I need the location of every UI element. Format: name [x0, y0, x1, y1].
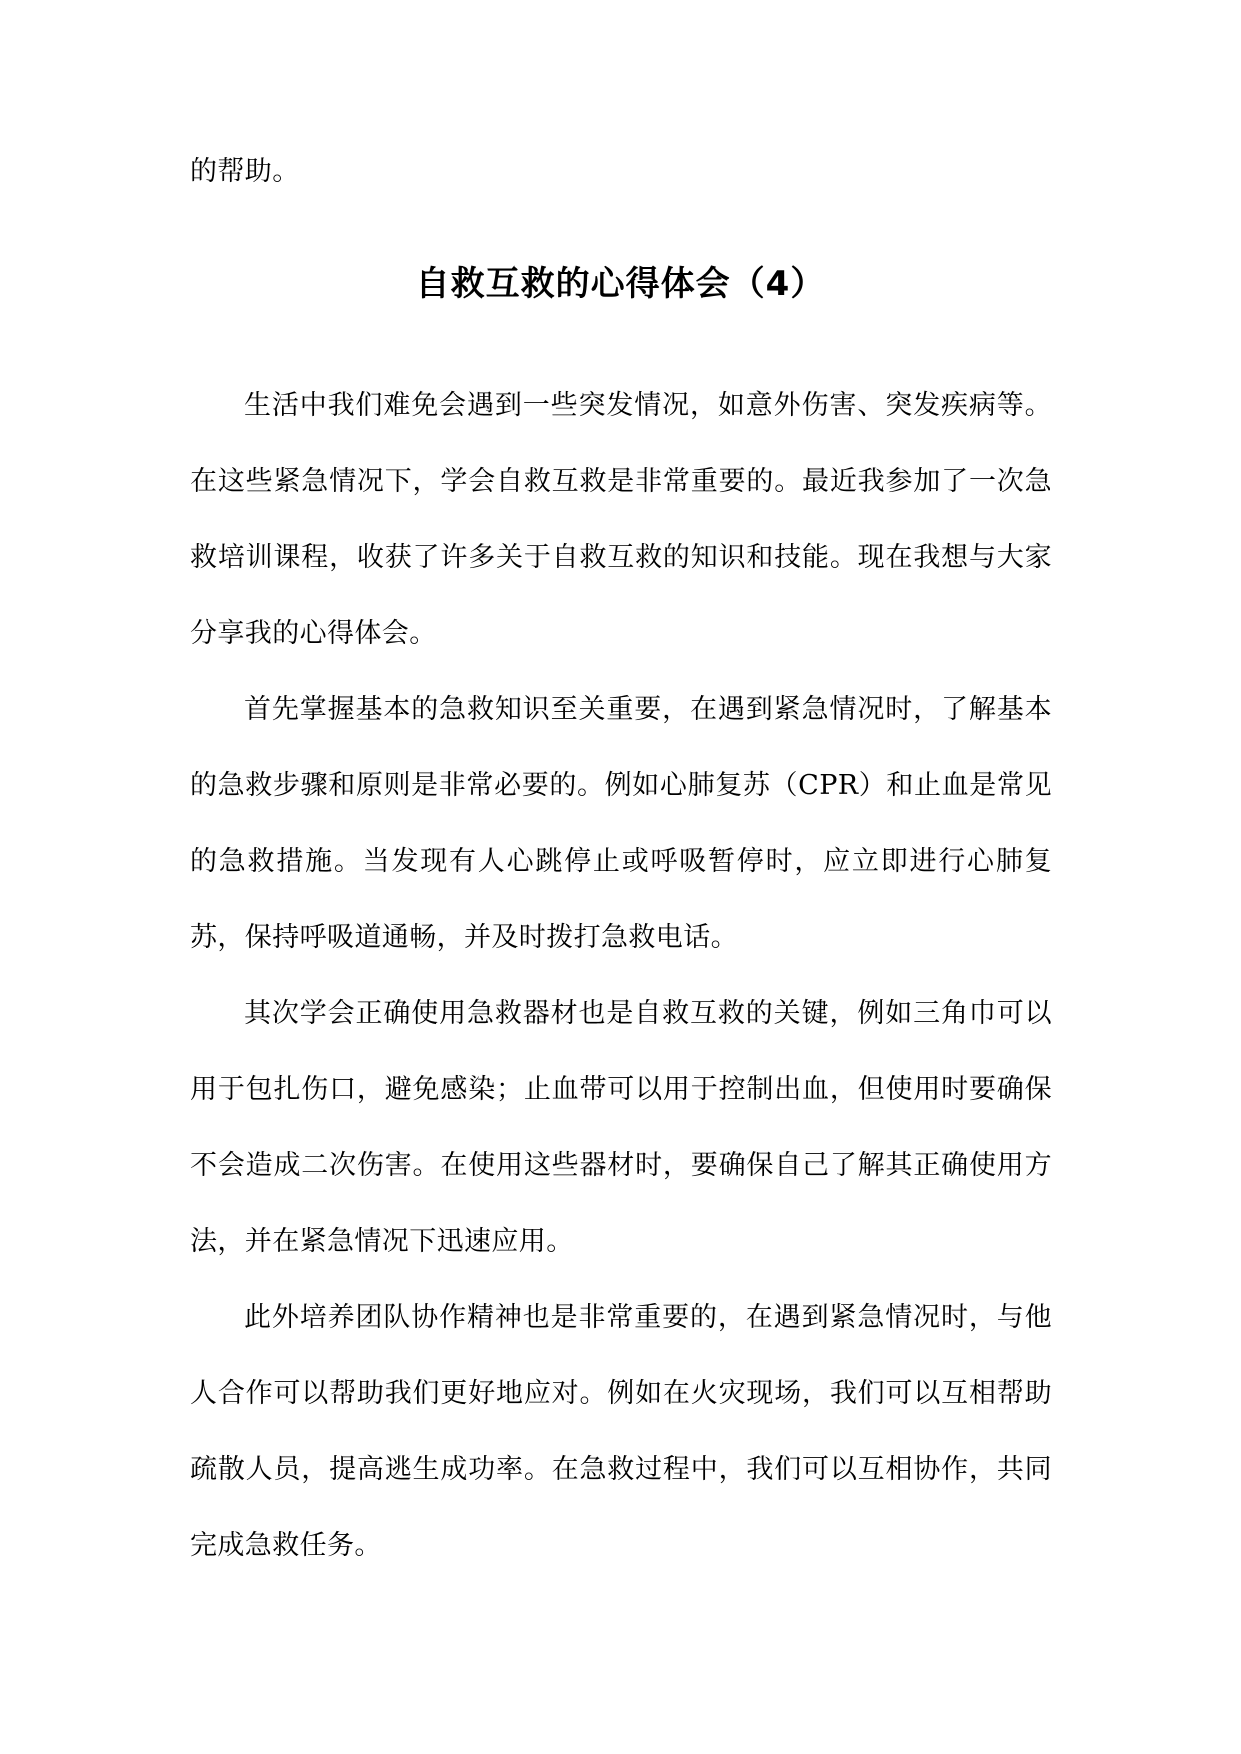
paragraph-1: 生活中我们难免会遇到一些突发情况，如意外伤害、突发疾病等。在这些紧急情况下，学会自救互救是非常重要的。最近我参加了一次急救培训课程，收获了许多关于自救互救的知识和技能。现在我想与大家分享我的心得体会。	[190, 390, 1052, 649]
document-title: 自救互救的心得体会（4）	[415, 264, 826, 304]
paragraph-3: 其次学会正确使用急救器材也是自救互救的关键，例如三角巾可以用于包扎伤口，避免感染；止血带可以用于控制出血，但使用时要确保不会造成二次伤害。在使用这些器材时，要确保自己了解其正确使用方法，并在紧急情况下迅速应用。	[190, 998, 1052, 1257]
paragraph-2: 首先掌握基本的急救知识至关重要，在遇到紧急情况时，了解基本的急救步骤和原则是非常必要的。例如心肺复苏（CPR）和止血是常见的急救措施。当发现有人心跳停止或呼吸暂停时，应立即进行心肺复苏，保持呼吸道通畅，并及时拨打急救电话。	[190, 694, 1052, 953]
document-body	[190, 368, 1052, 1584]
carryover-text: 的帮助。	[190, 156, 300, 187]
paragraph-4: 此外培养团队协作精神也是非常重要的，在遇到紧急情况时，与他人合作可以帮助我们更好地应对。例如在火灾现场，我们可以互相帮助疏散人员，提高逃生成功率。在急救过程中，我们可以互相协作，共同完成急救任务。	[190, 1302, 1052, 1561]
